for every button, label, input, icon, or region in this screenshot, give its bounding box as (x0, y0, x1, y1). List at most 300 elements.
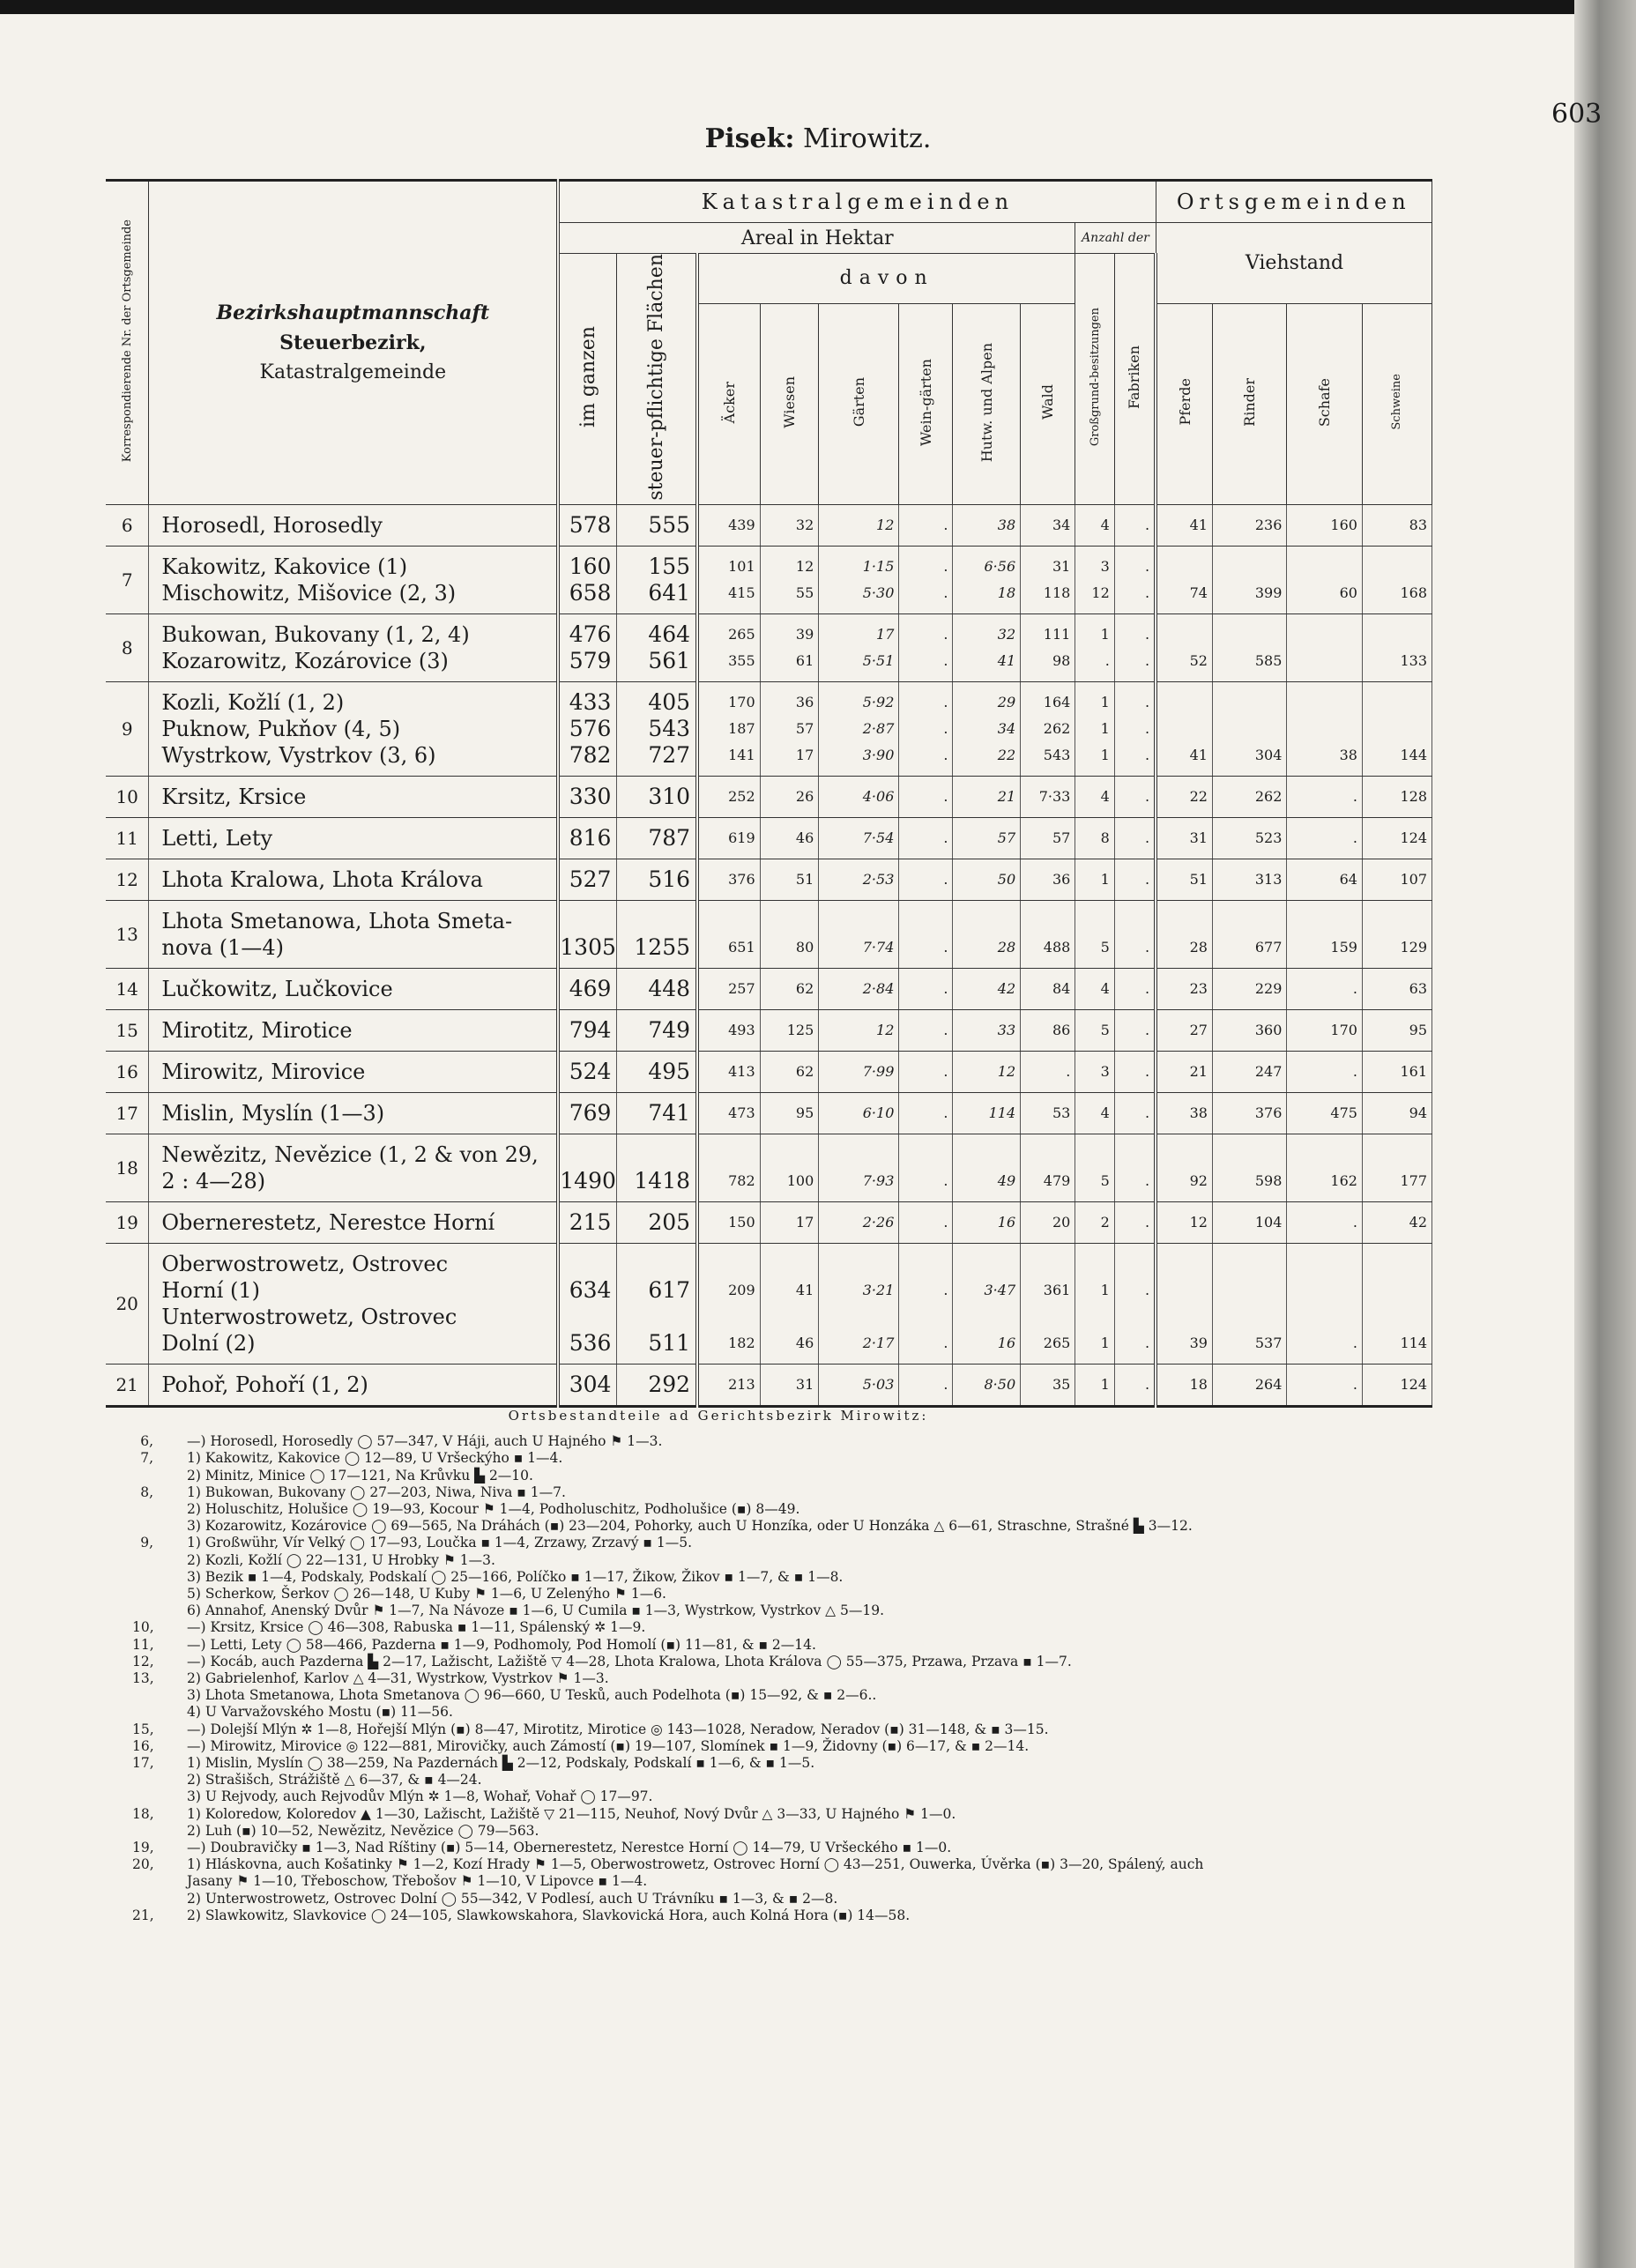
value-gaerten: 2·53 (862, 870, 895, 888)
cell-gaerten (819, 504, 899, 546)
value-acker: 439 (728, 516, 755, 533)
cell-steuer (617, 1092, 697, 1134)
gemeinde-name: Bukowan, Bukovany (1, 2, 4) (161, 621, 470, 647)
cell-gross (1075, 968, 1114, 1009)
cell-wiesen (760, 504, 819, 546)
value-ganz: 634 (569, 1276, 612, 1303)
value-steuer: 516 (648, 866, 691, 892)
value-fab: . (1144, 1334, 1150, 1351)
cell-schweine (1362, 1092, 1432, 1134)
col-rinder: Rinder (1212, 303, 1286, 504)
value-wein (899, 1304, 948, 1330)
note-number: 16, (132, 1737, 154, 1754)
cell-acker (697, 859, 760, 900)
note-text: 2) Gabrielenhof, Karlov △ 4—31, Wystrkow, Vystrkov ⚑ 1—3. (187, 1670, 609, 1687)
value-steuer: 464 (648, 621, 691, 647)
value-pferde (1157, 1251, 1208, 1277)
value-schweine (1363, 1141, 1427, 1168)
note-text: 2) Kozli, Kožlí ◯ 22—131, U Hrobky ⚑ 1—3. (187, 1551, 495, 1568)
cell-steuer (617, 1051, 697, 1092)
cell-gross (1075, 1243, 1114, 1364)
cell-rinder (1212, 968, 1286, 1009)
value-ganz: 524 (569, 1058, 612, 1084)
col-im-ganzen: im ganzen (558, 254, 617, 505)
note-text: —) Letti, Lety ◯ 58—466, Pazderna ▪ 1—9, Podhomoly, Pod Homolí (▪) 11—81, & ▪ 2—14. (187, 1636, 816, 1653)
header-katastralgemeinden: Katastralgemeinden (558, 181, 1156, 223)
value-schafe: 60 (1339, 584, 1357, 601)
value-gaerten: 3·21 (862, 1281, 895, 1298)
cell-pferde (1156, 1201, 1212, 1243)
value-schafe: 64 (1339, 870, 1357, 888)
note-text: 2) Unterwostrowetz, Ostrovec Dolní ◯ 55—342, V Podlesí, auch U Trávníku ▪ 1—3, & ▪ 2—8. (187, 1890, 838, 1907)
cell-schafe (1287, 504, 1363, 546)
value-wein: . (943, 1334, 948, 1351)
header-viehstand: Viehstand (1156, 223, 1432, 304)
value-fab (1115, 1251, 1149, 1277)
value-gaerten (819, 908, 894, 934)
cell-schafe (1287, 1201, 1363, 1243)
cell-gaerten (819, 1051, 899, 1092)
gemeinde-name: Mislin, Myslín (1—3) (161, 1100, 385, 1126)
value-rinder (1213, 1251, 1282, 1277)
value-schafe: 170 (1330, 1021, 1357, 1038)
value-fab: . (1144, 870, 1150, 888)
cell-fab (1114, 1364, 1156, 1406)
value-steuer (617, 908, 690, 934)
note-number: 10, (132, 1619, 154, 1636)
value-pferde (1157, 1141, 1208, 1168)
note-text: 3) Lhota Smetanowa, Lhota Smetanova ◯ 96—660, U Tesků, auch Podelhota (▪) 15—92, & ▪ 2—6.. (187, 1687, 877, 1704)
cell-fab (1114, 1134, 1156, 1201)
value-fab: . (1144, 1171, 1150, 1189)
cell-steuer (617, 1364, 697, 1406)
row-number: 10 (106, 776, 149, 817)
cell-rinder (1212, 1243, 1286, 1364)
value-acker: 355 (728, 651, 755, 669)
cell-fab (1114, 546, 1156, 613)
gemeinde-name: Horosedl, Horosedly (161, 512, 383, 538)
cell-schafe (1287, 776, 1363, 817)
cell-ganz (558, 968, 617, 1009)
value-ganz: 794 (569, 1016, 612, 1043)
value-schafe (1287, 1141, 1357, 1168)
cell-acker (697, 504, 760, 546)
cell-gaerten (819, 1009, 899, 1051)
value-wein: . (943, 829, 948, 846)
note-text: 2) Luh (▪) 10—52, Newězitz, Nevězice ◯ 79—563. (187, 1822, 539, 1839)
cell-schweine (1362, 1243, 1432, 1364)
value-schweine: 128 (1400, 787, 1427, 805)
cell-steuer (617, 681, 697, 776)
value-schafe: . (1352, 1375, 1357, 1393)
header-areal: Areal in Hektar (558, 223, 1075, 254)
note-number: 9, (140, 1535, 153, 1551)
cell-wiesen (760, 817, 819, 859)
row-number: 8 (106, 613, 149, 681)
value-rinder: 677 (1254, 938, 1283, 956)
value-rinder (1213, 1141, 1282, 1168)
value-acker: 101 (728, 557, 755, 575)
value-gaerten: 6·10 (862, 1104, 895, 1121)
cell-pferde (1156, 546, 1212, 613)
note-line (132, 1687, 1410, 1704)
cell-ganz (558, 776, 617, 817)
gemeinde-name-cell (149, 681, 558, 776)
table-row (106, 1092, 1432, 1134)
value-wein: . (943, 870, 948, 888)
value-pferde (1157, 621, 1208, 648)
note-text: 1) Mislin, Myslín ◯ 38—259, Na Pazdernách ▙ 2—12, Podskaly, Podskalí ▪ 1—6, & ▪ 1—5. (187, 1755, 815, 1772)
cell-hutw (953, 1009, 1021, 1051)
value-wald: 111 (1043, 625, 1071, 643)
value-gross: 1 (1100, 1334, 1110, 1351)
cell-ganz (558, 1092, 617, 1134)
cell-acker (697, 817, 760, 859)
cell-steuer (617, 900, 697, 968)
value-wiesen: 46 (795, 1334, 814, 1351)
cell-wein (899, 1134, 953, 1201)
value-hutw: 57 (997, 829, 1016, 846)
value-schweine: 124 (1400, 829, 1427, 846)
value-hutw: 33 (997, 1021, 1016, 1038)
value-gaerten: 4·06 (862, 787, 895, 805)
table-row (106, 968, 1432, 1009)
cell-wein (899, 681, 953, 776)
value-ganz: 433 (569, 688, 612, 715)
value-wald: 35 (1052, 1375, 1071, 1393)
cell-wiesen (760, 1364, 819, 1406)
note-line (132, 1840, 1410, 1856)
cell-fab (1114, 968, 1156, 1009)
bez-line-3: Katastralgemeinde (259, 361, 447, 383)
cell-wein (899, 1364, 953, 1406)
gemeinde-name-cell (149, 1051, 558, 1092)
value-wiesen: 57 (795, 719, 814, 737)
value-wein: . (943, 693, 948, 710)
value-ganz: 769 (569, 1099, 612, 1126)
value-hutw: 114 (988, 1104, 1016, 1121)
value-wiesen: 41 (795, 1281, 814, 1298)
cell-pferde (1156, 900, 1212, 968)
value-schweine: 95 (1409, 1021, 1427, 1038)
value-ganz: 578 (569, 511, 612, 538)
cell-ganz (558, 613, 617, 681)
value-acker (699, 1141, 755, 1168)
value-pferde: 23 (1189, 979, 1208, 997)
cell-schweine (1362, 504, 1432, 546)
value-schafe: . (1352, 1334, 1357, 1351)
cell-fab (1114, 681, 1156, 776)
cell-schafe (1287, 1009, 1363, 1051)
cell-wald (1021, 1092, 1075, 1134)
cell-wiesen (760, 968, 819, 1009)
cell-hutw (953, 859, 1021, 900)
value-pferde: 12 (1189, 1213, 1208, 1231)
table-row (106, 504, 1432, 546)
cell-hutw (953, 776, 1021, 817)
note-number: 6, (140, 1433, 153, 1450)
cell-wein (899, 900, 953, 968)
value-steuer (617, 1251, 690, 1277)
value-acker: 150 (728, 1213, 755, 1231)
value-rinder (1213, 1304, 1282, 1330)
gemeinde-name-cell (149, 859, 558, 900)
table-row (106, 613, 1432, 681)
note-line (132, 1788, 1410, 1805)
cell-rinder (1212, 1134, 1286, 1201)
cell-gross (1075, 1051, 1114, 1092)
value-hutw: 28 (997, 938, 1016, 956)
gemeinde-name-cell (149, 504, 558, 546)
value-ganz: 527 (569, 866, 612, 892)
value-acker: 619 (728, 829, 755, 846)
gemeinde-name: Mirotitz, Mirotice (161, 1017, 353, 1043)
cell-schafe (1287, 817, 1363, 859)
value-gross: 1 (1100, 1281, 1110, 1298)
value-wein: . (943, 1062, 948, 1080)
value-wiesen: 62 (795, 1062, 814, 1080)
note-line (132, 1721, 1410, 1738)
cell-gross (1075, 681, 1114, 776)
note-line (132, 1772, 1410, 1788)
value-gross: 5 (1100, 1171, 1110, 1189)
note-text: 5) Scherkow, Šerkov ◯ 26—148, U Kuby ⚑ 1—6, U Zelenýho ⚑ 1—6. (187, 1586, 666, 1602)
value-wein: . (943, 719, 948, 737)
value-ganz: 304 (569, 1371, 612, 1397)
table-row (106, 900, 1432, 968)
value-steuer: 555 (648, 511, 691, 538)
value-fab: . (1144, 979, 1150, 997)
value-wiesen: 32 (795, 516, 814, 533)
value-fab: . (1144, 693, 1150, 710)
value-acker: 782 (728, 1171, 755, 1189)
value-wiesen: 80 (795, 938, 814, 956)
value-acker: 257 (728, 979, 755, 997)
value-schweine: 42 (1409, 1213, 1427, 1231)
value-gross: 8 (1100, 829, 1110, 846)
cell-ganz (558, 546, 617, 613)
cell-rinder (1212, 1009, 1286, 1051)
value-acker: 265 (728, 625, 755, 643)
cell-gross (1075, 900, 1114, 968)
cell-pferde (1156, 1364, 1212, 1406)
gemeinde-name: Unterwostrowetz, Ostrovec (161, 1304, 457, 1329)
row-number: 6 (106, 504, 149, 546)
cell-schweine (1362, 613, 1432, 681)
value-schafe: 160 (1330, 516, 1357, 533)
value-rinder (1213, 621, 1282, 648)
value-ganz: 330 (569, 783, 612, 809)
row-number: 21 (106, 1364, 149, 1406)
value-acker: 376 (728, 870, 755, 888)
note-line (132, 1468, 1410, 1484)
cell-wiesen (760, 1051, 819, 1092)
value-schweine: 63 (1409, 979, 1427, 997)
value-rinder: 247 (1254, 1062, 1283, 1080)
cell-ganz (558, 859, 617, 900)
note-text: 1) Bukowan, Bukovany ◯ 27—203, Niwa, Niva ▪ 1—7. (187, 1483, 566, 1500)
notes-list (132, 1433, 1410, 1924)
cell-schafe (1287, 1364, 1363, 1406)
value-steuer: 205 (648, 1208, 691, 1235)
cell-schweine (1362, 817, 1432, 859)
value-gaerten: 5·03 (862, 1375, 895, 1393)
table-row (106, 681, 1432, 776)
value-wald (1021, 1304, 1070, 1330)
col-bezirk (149, 181, 558, 505)
cell-rinder (1212, 613, 1286, 681)
cell-wald (1021, 1134, 1075, 1201)
note-text: 3) Bezik ▪ 1—4, Podskaly, Podskalí ◯ 25—166, Políčko ▪ 1—17, Žikow, Žikov ▪ 1—7, & ▪ 1—8. (187, 1568, 844, 1585)
col-nr: Korrespondierende Nr. der Ortsgemeinde (106, 181, 149, 505)
value-acker: 413 (728, 1062, 755, 1080)
note-line (132, 1602, 1410, 1619)
value-ganz (560, 908, 611, 934)
value-steuer: 310 (648, 783, 691, 809)
value-wein: . (943, 557, 948, 575)
ortsbestandteile-notes (132, 1408, 1410, 1924)
cell-ganz (558, 1201, 617, 1243)
value-pferde: 28 (1189, 938, 1208, 956)
value-steuer: 617 (648, 1276, 691, 1303)
value-ganz: 1305 (560, 933, 616, 960)
value-wein: . (943, 584, 948, 601)
value-wiesen (761, 1304, 814, 1330)
cell-schweine (1362, 681, 1432, 776)
value-wiesen (761, 908, 814, 934)
value-steuer: 543 (648, 715, 691, 741)
value-wein: . (943, 1104, 948, 1121)
value-wald (1021, 1141, 1070, 1168)
value-hutw: 38 (997, 516, 1016, 533)
cell-acker (697, 1201, 760, 1243)
value-schafe (1287, 1304, 1357, 1330)
cell-schweine (1362, 1051, 1432, 1092)
table-row (106, 546, 1432, 613)
cell-hutw (953, 504, 1021, 546)
value-steuer: 727 (648, 741, 691, 768)
note-text: 4) U Varvažovského Mostu (▪) 11—56. (187, 1704, 453, 1721)
table-row (106, 817, 1432, 859)
cell-schafe (1287, 613, 1363, 681)
value-schafe: . (1352, 829, 1357, 846)
value-wald: 84 (1052, 979, 1071, 997)
cell-acker (697, 1364, 760, 1406)
value-ganz: 469 (569, 975, 612, 1001)
value-gross (1075, 1251, 1109, 1277)
cell-ganz (558, 900, 617, 968)
cell-wiesen (760, 613, 819, 681)
value-hutw: 29 (997, 693, 1016, 710)
gemeinde-name: Kakowitz, Kakovice (1) (161, 554, 408, 579)
value-hutw (953, 908, 1015, 934)
value-gross: 12 (1091, 584, 1110, 601)
note-number: 7, (140, 1450, 153, 1467)
value-schweine: 161 (1400, 1062, 1427, 1080)
value-acker: 651 (728, 938, 755, 956)
value-gaerten: 7·54 (862, 829, 895, 846)
col-schafe: Schafe (1287, 303, 1363, 504)
value-schweine: 114 (1400, 1334, 1427, 1351)
cell-gross (1075, 613, 1114, 681)
value-pferde (1157, 689, 1208, 716)
gemeinde-name: Horní (1) (161, 1277, 260, 1303)
cell-wein (899, 776, 953, 817)
value-hutw: 18 (997, 584, 1016, 601)
cell-schweine (1362, 1009, 1432, 1051)
gemeinde-name-cell (149, 1201, 558, 1243)
cell-schweine (1362, 776, 1432, 817)
value-schweine: 129 (1400, 938, 1427, 956)
cell-hutw (953, 1201, 1021, 1243)
cell-wald (1021, 817, 1075, 859)
cell-hutw (953, 681, 1021, 776)
value-hutw: 49 (997, 1171, 1016, 1189)
value-wein: . (943, 1171, 948, 1189)
cell-gaerten (819, 776, 899, 817)
value-gaerten (819, 1304, 894, 1330)
value-gaerten: 12 (876, 1021, 895, 1038)
value-gross (1075, 1141, 1109, 1168)
cell-gaerten (819, 1243, 899, 1364)
cell-hutw (953, 968, 1021, 1009)
cell-wiesen (760, 859, 819, 900)
value-acker: 170 (728, 693, 755, 710)
col-fabriken: Fabriken (1114, 254, 1156, 505)
note-text: —) Dolejší Mlýn ✲ 1—8, Hořejší Mlýn (▪) 8—47, Mirotitz, Mirotice ◎ 143—1028, Neradow, Neradov (▪) 31—148, & ▪ 3—15. (187, 1721, 1049, 1737)
cell-steuer (617, 504, 697, 546)
value-schafe: 38 (1339, 746, 1357, 763)
value-schafe: 475 (1330, 1104, 1357, 1121)
value-rinder: 598 (1254, 1171, 1283, 1189)
value-schweine (1363, 554, 1427, 580)
value-rinder: 376 (1254, 1104, 1283, 1121)
cell-fab (1114, 1201, 1156, 1243)
header-davon: davon (697, 254, 1075, 304)
value-wein: . (943, 651, 948, 669)
gemeinde-name-cell (149, 817, 558, 859)
table-row (106, 1201, 1432, 1243)
note-text: —) Mirowitz, Mirovice ◎ 122—881, Mirovičky, auch Zámostí (▪) 19—107, Slomínek ▪ 1—9, Židovny (▪) 6—17, & ▪ 2—14. (187, 1737, 1030, 1754)
value-schweine: 133 (1400, 651, 1427, 669)
cell-steuer (617, 776, 697, 817)
value-wald: 86 (1052, 1021, 1071, 1038)
cell-hutw (953, 1092, 1021, 1134)
value-gaerten: 2·87 (862, 719, 895, 737)
gemeinde-name: Puknow, Pukňov (4, 5) (161, 716, 401, 741)
cell-ganz (558, 1243, 617, 1364)
value-rinder: 104 (1254, 1213, 1283, 1231)
col-wiesen: Wiesen (760, 303, 819, 504)
gemeinde-name: Wystrkow, Vystrkov (3, 6) (161, 742, 436, 768)
col-hutweiden: Hutw. und Alpen (953, 303, 1021, 504)
value-gaerten: 2·17 (862, 1334, 895, 1351)
value-gross: . (1104, 651, 1110, 669)
cell-pferde (1156, 968, 1212, 1009)
value-gross: 1 (1100, 693, 1110, 710)
cell-wald (1021, 546, 1075, 613)
row-number: 17 (106, 1092, 149, 1134)
row-number: 19 (106, 1201, 149, 1243)
value-steuer: 511 (648, 1329, 691, 1356)
value-schafe: . (1352, 1213, 1357, 1231)
cell-fab (1114, 859, 1156, 900)
gemeinde-name-cell (149, 546, 558, 613)
value-wald: 118 (1043, 584, 1071, 601)
value-schweine (1363, 689, 1427, 716)
value-wald: 262 (1043, 719, 1071, 737)
cell-gross (1075, 776, 1114, 817)
